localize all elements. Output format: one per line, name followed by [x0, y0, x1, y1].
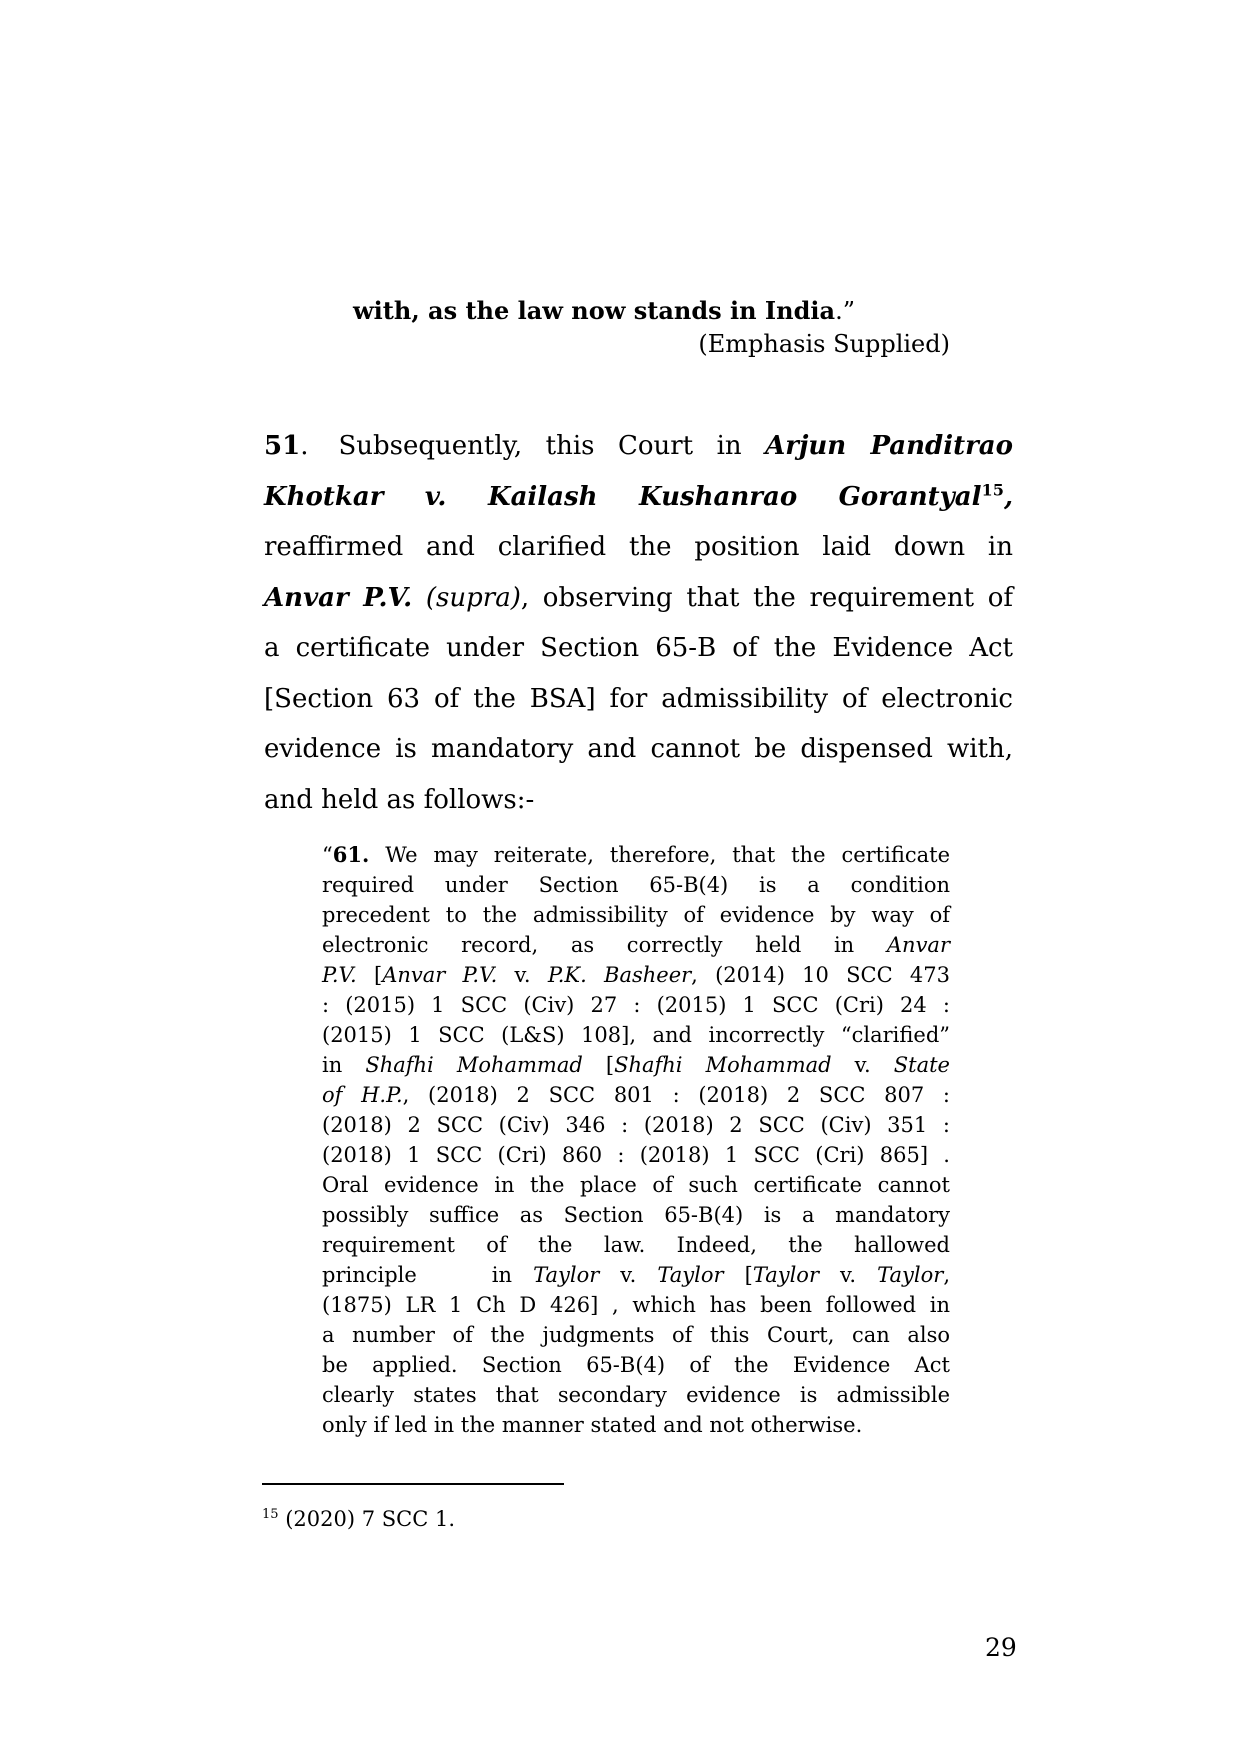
- text-segment: Subsequently, this Court in: [338, 431, 766, 461]
- text-segment: (Emphasis Supplied): [698, 330, 950, 358]
- text-line: [322, 870, 950, 900]
- text-segment: v.: [831, 1053, 894, 1077]
- text-segment: requirement of the law. Indeed, the hallowed: [322, 1233, 950, 1257]
- text-segment: [308, 428, 338, 454]
- text-segment: a number of the judgments of this Court, can also: [322, 1323, 950, 1347]
- text-segment: (supra): [425, 582, 521, 613]
- text-line: [322, 1290, 950, 1320]
- text-segment: 61.: [332, 842, 370, 867]
- text-segment: possibly suffice as Section 65-B(4) is a mandatory: [322, 1203, 950, 1227]
- text-segment: in: [491, 1263, 534, 1287]
- text-line: [264, 472, 1013, 523]
- text-segment: Shafhi Mohammad: [365, 1053, 583, 1077]
- text-segment: [Section 63 of the BSA] for admissibility of electronic: [264, 683, 1013, 714]
- text-segment: [: [582, 1053, 615, 1077]
- text-segment: [412, 583, 426, 613]
- text-segment: , observing that the requirement of: [520, 582, 1013, 613]
- text-segment: P.V.: [322, 963, 357, 987]
- text-line: [322, 1050, 950, 1080]
- text-segment: principle: [322, 1263, 417, 1287]
- text-line: [353, 328, 950, 361]
- text-segment: We may reiterate, therefore, that the certificate: [369, 843, 950, 867]
- text-line: [322, 1410, 950, 1440]
- block-quote-61: [322, 840, 950, 1440]
- text-segment: Anvar P.V.: [382, 963, 498, 987]
- text-segment: Shafhi Mohammad: [614, 1053, 832, 1077]
- text-segment: a certificate under Section 65-B of the Evidence Act: [264, 633, 1013, 663]
- page-number: 29: [985, 1633, 1017, 1662]
- text-line: [322, 1350, 950, 1380]
- text-segment: Taylor: [533, 1263, 600, 1287]
- text-segment: (2018) 2 SCC (Civ) 346 : (2018) 2 SCC (Civ) 351 :: [322, 1113, 950, 1137]
- text-line: [322, 1380, 950, 1410]
- text-line: [262, 1504, 455, 1534]
- quoted-emphasis-continuation: [353, 294, 950, 361]
- text-line: [322, 1080, 950, 1110]
- text-line: [353, 294, 950, 328]
- footnote-15: [262, 1504, 455, 1534]
- text-segment: in: [322, 1053, 366, 1077]
- text-line: [264, 522, 1013, 573]
- text-segment: only if led in the manner stated and not otherwise.: [322, 1413, 863, 1437]
- text-line: [264, 724, 1013, 775]
- text-segment: , (2014) 10 SCC 473: [691, 963, 950, 987]
- text-segment: (2018) 1 SCC (Cri) 860 : (2018) 1 SCC (Cri) 865] .: [322, 1143, 950, 1167]
- text-line: [322, 840, 950, 870]
- text-segment: : (2015) 1 SCC (Civ) 27 : (2015) 1 SCC (Cri) 24 :: [322, 993, 950, 1017]
- text-line: [322, 1320, 950, 1350]
- footnote-separator: [262, 1483, 564, 1485]
- text-segment: Arjun Panditrao: [765, 431, 1013, 461]
- text-segment: (2020) 7 SCC 1.: [278, 1507, 456, 1531]
- text-segment: evidence is mandatory and cannot be dispensed with,: [264, 734, 1013, 764]
- text-line: [264, 421, 1013, 472]
- text-segment: State: [893, 1053, 950, 1077]
- text-segment: [: [356, 963, 383, 987]
- text-segment: v.: [497, 963, 548, 987]
- text-segment: “: [322, 843, 333, 867]
- text-segment: Taylor: [877, 1263, 944, 1287]
- text-segment: clearly states that secondary evidence is admissible: [322, 1383, 950, 1407]
- text-line: [264, 674, 1013, 725]
- text-segment: reaffirmed and clarified the position laid down in: [264, 532, 1013, 562]
- text-line: [322, 900, 950, 930]
- text-line: [322, 1260, 950, 1290]
- text-segment: v.: [599, 1263, 658, 1287]
- text-line: [322, 1140, 950, 1170]
- text-segment: be applied. Section 65-B(4) of the Evidence Act: [322, 1353, 950, 1377]
- text-line: [322, 1170, 950, 1200]
- text-segment: required under Section 65-B(4) is a condition: [322, 873, 950, 897]
- text-segment: .”: [835, 297, 855, 325]
- text-segment: 15: [981, 479, 1004, 499]
- text-segment: (1875) LR 1 Ch D 426] , which has been followed in: [322, 1293, 950, 1317]
- text-segment: v.: [819, 1263, 878, 1287]
- text-line: [322, 1200, 950, 1230]
- text-line: [322, 930, 950, 960]
- text-segment: of H.P.: [322, 1083, 403, 1107]
- text-line: [264, 573, 1013, 624]
- text-segment: Oral evidence in the place of such certificate cannot: [322, 1173, 950, 1197]
- text-segment: ,: [943, 1263, 950, 1287]
- text-segment: ,: [1003, 481, 1013, 512]
- text-segment: 15: [262, 1507, 279, 1522]
- text-segment: and held as follows:-: [264, 784, 535, 815]
- text-line: [322, 960, 950, 990]
- text-segment: [417, 1261, 492, 1282]
- text-segment: .: [300, 431, 309, 461]
- text-segment: 51: [264, 431, 301, 461]
- text-segment: Anvar P.V.: [264, 582, 413, 613]
- text-segment: Khotkar v. Kailash Kushanrao Gorantyal: [264, 481, 982, 512]
- text-segment: precedent to the admissibility of evidence by way of: [322, 903, 950, 927]
- text-segment: Taylor: [657, 1263, 724, 1287]
- text-line: [264, 775, 1013, 826]
- text-line: [322, 990, 950, 1020]
- text-segment: electronic record, as correctly held in: [322, 933, 887, 957]
- paragraph-51: [264, 421, 1013, 825]
- text-line: [322, 1230, 950, 1260]
- text-line: [322, 1110, 950, 1140]
- text-segment: [: [723, 1263, 753, 1287]
- text-segment: P.K. Basheer: [547, 963, 692, 987]
- text-segment: , (2018) 2 SCC 801 : (2018) 2 SCC 807 :: [402, 1083, 950, 1107]
- text-segment: (2015) 1 SCC (L&S) 108], and incorrectly “clarified”: [322, 1023, 950, 1047]
- text-segment: Taylor: [752, 1263, 819, 1287]
- text-line: [322, 1020, 950, 1050]
- text-line: [264, 623, 1013, 674]
- text-segment: Anvar: [886, 933, 950, 957]
- text-segment: with, as the law now stands in India: [353, 296, 836, 325]
